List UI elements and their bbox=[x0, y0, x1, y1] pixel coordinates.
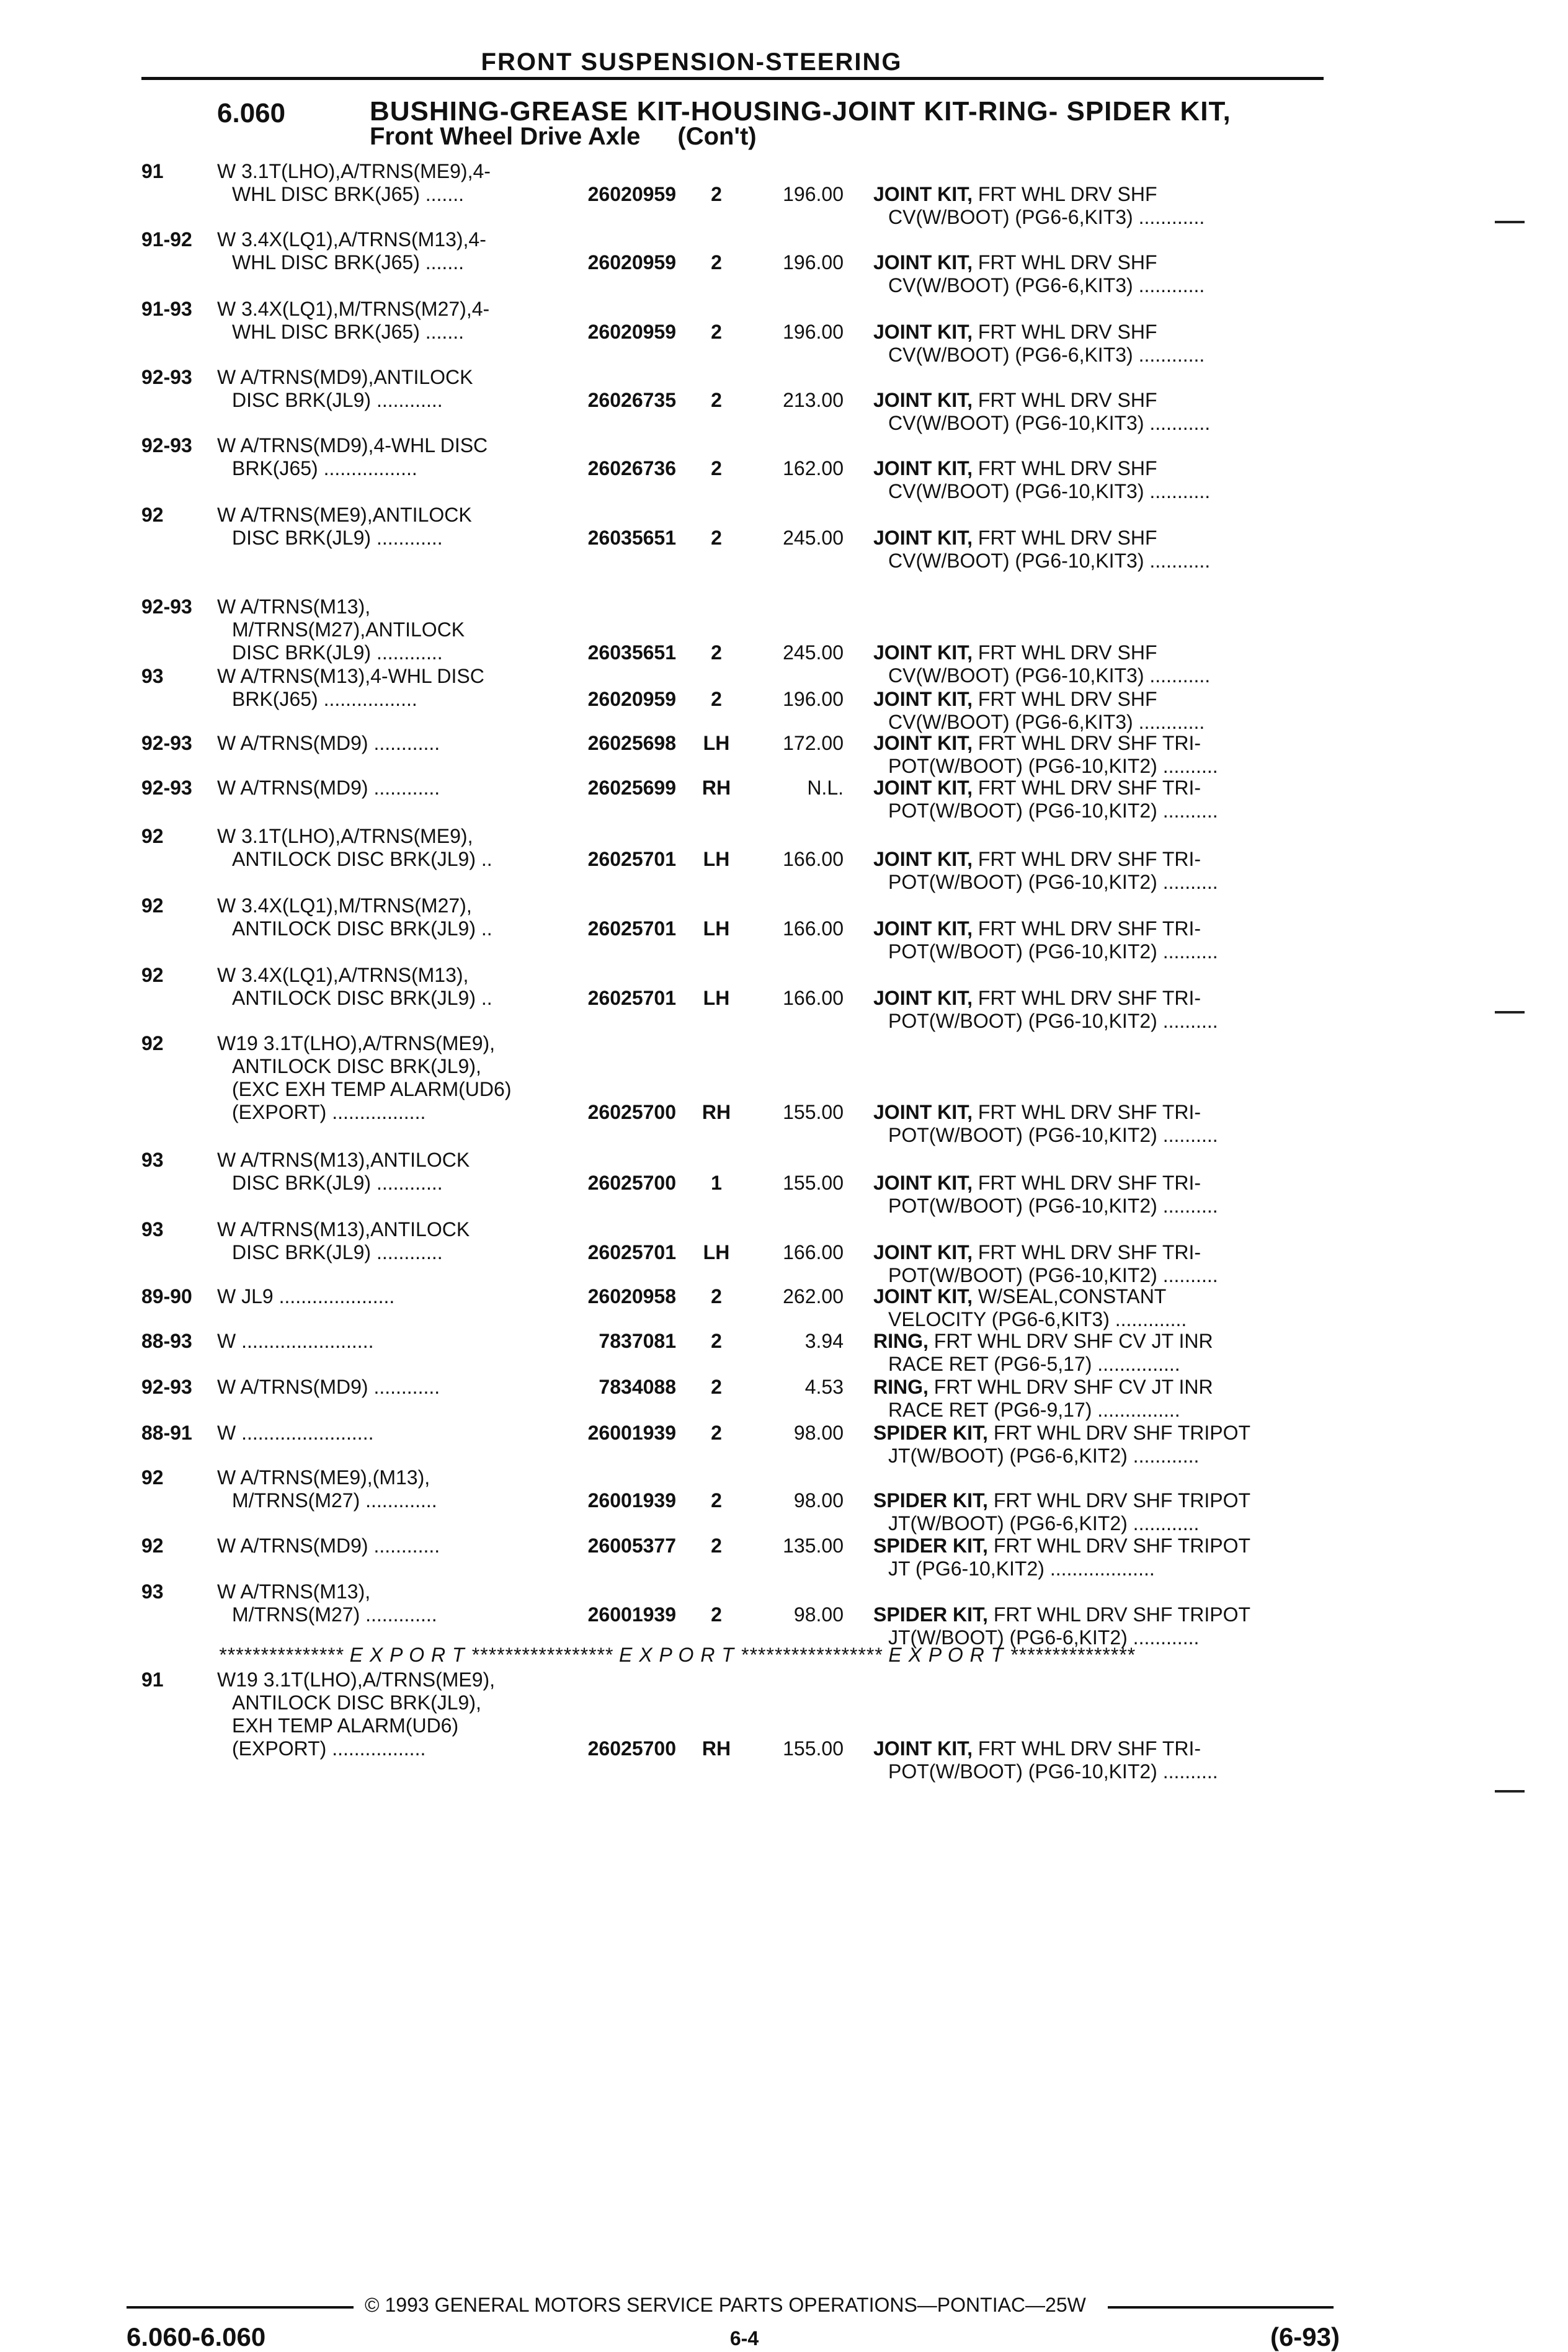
part-number: 26001939 bbox=[587, 1603, 676, 1626]
description: JOINT KIT, W/SEAL,CONSTANT bbox=[873, 1285, 1167, 1307]
description-name: SPIDER KIT, bbox=[873, 1535, 988, 1557]
description-cont: JT(W/BOOT) (PG6-6,KIT2) ............ bbox=[888, 1626, 1200, 1649]
price: 196.00 bbox=[783, 183, 844, 205]
price: 166.00 bbox=[783, 1241, 844, 1263]
description-cont: RACE RET (PG6-9,17) ............... bbox=[888, 1399, 1180, 1421]
year-range: 92-93 bbox=[141, 366, 192, 388]
year-range: 92-93 bbox=[141, 732, 192, 754]
description-name: RING, bbox=[873, 1376, 929, 1398]
quantity: 2 bbox=[711, 251, 722, 274]
part-number: 26005377 bbox=[587, 1535, 676, 1557]
year-range: 88-91 bbox=[141, 1422, 192, 1444]
description-cont: JT(W/BOOT) (PG6-6,KIT2) ............ bbox=[888, 1512, 1200, 1535]
application-cont: (EXC EXH TEMP ALARM(UD6) bbox=[232, 1078, 512, 1100]
application-cont: (EXPORT) ................. bbox=[232, 1101, 426, 1123]
quantity: RH bbox=[702, 777, 731, 799]
description-name: JOINT KIT, bbox=[873, 1285, 973, 1307]
application-cont: ANTILOCK DISC BRK(JL9) .. bbox=[232, 848, 492, 870]
year-range: 92-93 bbox=[141, 777, 192, 799]
description-cont: CV(W/BOOT) (PG6-10,KIT3) ........... bbox=[888, 480, 1211, 502]
application-cont: M/TRNS(M27),ANTILOCK bbox=[232, 618, 465, 641]
description-name: JOINT KIT, bbox=[873, 183, 973, 205]
year-range: 93 bbox=[141, 1580, 164, 1603]
table-row bbox=[0, 1580, 1568, 1649]
year-range: 93 bbox=[141, 1218, 164, 1241]
quantity: RH bbox=[702, 1737, 731, 1760]
price: 196.00 bbox=[783, 321, 844, 343]
export-divider: *************** E X P O R T ***************** E X P O R T ***************** E X P O R T *************** bbox=[218, 1644, 1135, 1666]
part-number: 26025700 bbox=[587, 1101, 676, 1123]
description: JOINT KIT, FRT WHL DRV SHF bbox=[873, 457, 1157, 479]
year-range: 93 bbox=[141, 665, 164, 687]
application: W A/TRNS(MD9),ANTILOCK bbox=[217, 366, 473, 388]
application: W ........................ bbox=[217, 1330, 374, 1352]
application-cont: BRK(J65) ................. bbox=[232, 688, 417, 710]
application: W A/TRNS(M13), bbox=[217, 595, 371, 618]
year-range: 92 bbox=[141, 1466, 164, 1489]
description: JOINT KIT, FRT WHL DRV SHF TRI- bbox=[873, 1172, 1201, 1194]
description-name: JOINT KIT, bbox=[873, 1172, 973, 1194]
description-name: JOINT KIT, bbox=[873, 457, 973, 479]
table-row bbox=[0, 160, 1568, 228]
year-range: 93 bbox=[141, 1149, 164, 1171]
description-cont: JT (PG6-10,KIT2) ................... bbox=[888, 1557, 1155, 1580]
part-number: 26035651 bbox=[587, 641, 676, 664]
section-continued: (Con't) bbox=[677, 123, 757, 150]
description-cont: POT(W/BOOT) (PG6-10,KIT2) .......... bbox=[888, 1124, 1218, 1146]
year-range: 92 bbox=[141, 1535, 164, 1557]
application-cont: WHL DISC BRK(J65) ....... bbox=[232, 251, 464, 274]
application-cont: DISC BRK(JL9) ............ bbox=[232, 527, 443, 549]
part-number: 7837081 bbox=[599, 1330, 676, 1352]
table-row bbox=[0, 504, 1568, 572]
part-number: 26025700 bbox=[587, 1172, 676, 1194]
year-range: 91-93 bbox=[141, 298, 192, 320]
year-range: 92-93 bbox=[141, 595, 192, 618]
description: JOINT KIT, FRT WHL DRV SHF TRI- bbox=[873, 1101, 1201, 1123]
quantity: LH bbox=[703, 1241, 730, 1263]
description-cont: POT(W/BOOT) (PG6-10,KIT2) .......... bbox=[888, 755, 1218, 777]
description: JOINT KIT, FRT WHL DRV SHF TRI- bbox=[873, 732, 1201, 754]
footer-copyright: © 1993 GENERAL MOTORS SERVICE PARTS OPERATIONS—PONTIAC—25W bbox=[365, 2294, 1086, 2316]
application-cont: M/TRNS(M27) ............. bbox=[232, 1603, 437, 1626]
application: W 3.4X(LQ1),M/TRNS(M27), bbox=[217, 894, 472, 917]
description: JOINT KIT, FRT WHL DRV SHF TRI- bbox=[873, 1241, 1201, 1263]
application: W A/TRNS(M13), bbox=[217, 1580, 371, 1603]
part-number: 26020959 bbox=[587, 688, 676, 710]
description-name: JOINT KIT, bbox=[873, 987, 973, 1009]
description-name: RING, bbox=[873, 1330, 929, 1352]
table-row bbox=[0, 665, 1568, 733]
quantity: LH bbox=[703, 848, 730, 870]
year-range: 92-93 bbox=[141, 1376, 192, 1398]
price: 155.00 bbox=[783, 1172, 844, 1194]
description-name: JOINT KIT, bbox=[873, 527, 973, 549]
application-cont: WHL DISC BRK(J65) ....... bbox=[232, 321, 464, 343]
description: SPIDER KIT, FRT WHL DRV SHF TRIPOT bbox=[873, 1603, 1251, 1626]
application-cont: ANTILOCK DISC BRK(JL9), bbox=[232, 1691, 481, 1714]
application: W 3.1T(LHO),A/TRNS(ME9), bbox=[217, 825, 473, 847]
description-cont: VELOCITY (PG6-6,KIT3) ............. bbox=[888, 1308, 1187, 1330]
year-range: 92 bbox=[141, 964, 164, 986]
description-name: JOINT KIT, bbox=[873, 1737, 973, 1760]
description-cont: POT(W/BOOT) (PG6-10,KIT2) .......... bbox=[888, 940, 1218, 963]
description: JOINT KIT, FRT WHL DRV SHF TRI- bbox=[873, 987, 1201, 1009]
section-title: BUSHING-GREASE KIT-HOUSING-JOINT KIT-RING- SPIDER KIT, bbox=[370, 96, 1231, 127]
part-number: 7834088 bbox=[599, 1376, 676, 1398]
description: SPIDER KIT, FRT WHL DRV SHF TRIPOT bbox=[873, 1422, 1251, 1444]
price: 98.00 bbox=[793, 1422, 844, 1444]
quantity: 2 bbox=[711, 457, 722, 479]
margin-mark bbox=[1495, 1011, 1525, 1013]
table-row bbox=[0, 1466, 1568, 1535]
year-range: 92 bbox=[141, 825, 164, 847]
application-cont: ANTILOCK DISC BRK(JL9) .. bbox=[232, 917, 492, 940]
description-name: SPIDER KIT, bbox=[873, 1489, 988, 1512]
description-cont: CV(W/BOOT) (PG6-10,KIT3) ........... bbox=[888, 664, 1211, 687]
table-row bbox=[0, 1149, 1568, 1217]
price: 3.94 bbox=[804, 1330, 844, 1352]
year-range: 92 bbox=[141, 504, 164, 526]
description: RING, FRT WHL DRV SHF CV JT INR bbox=[873, 1376, 1213, 1398]
description-cont: CV(W/BOOT) (PG6-6,KIT3) ............ bbox=[888, 206, 1205, 228]
price: 155.00 bbox=[783, 1737, 844, 1760]
part-number: 26025701 bbox=[587, 987, 676, 1009]
margin-mark bbox=[1495, 221, 1525, 223]
footer-date: (6-93) bbox=[1270, 2322, 1340, 2351]
table-row bbox=[0, 1032, 1568, 1146]
margin-mark bbox=[1495, 1790, 1525, 1793]
application: W 3.1T(LHO),A/TRNS(ME9),4- bbox=[217, 160, 491, 182]
price: 196.00 bbox=[783, 688, 844, 710]
application: W A/TRNS(ME9),ANTILOCK bbox=[217, 504, 472, 526]
application: W A/TRNS(M13),ANTILOCK bbox=[217, 1149, 470, 1171]
description-name: SPIDER KIT, bbox=[873, 1603, 988, 1626]
description-cont: CV(W/BOOT) (PG6-6,KIT3) ............ bbox=[888, 711, 1205, 733]
application: W19 3.1T(LHO),A/TRNS(ME9), bbox=[217, 1032, 496, 1054]
table-row bbox=[0, 1218, 1568, 1286]
application-cont: DISC BRK(JL9) ............ bbox=[232, 641, 443, 664]
price: 166.00 bbox=[783, 848, 844, 870]
quantity: 2 bbox=[711, 1535, 722, 1557]
description-name: SPIDER KIT, bbox=[873, 1422, 988, 1444]
table-row bbox=[0, 228, 1568, 296]
price: 213.00 bbox=[783, 389, 844, 411]
part-number: 26025701 bbox=[587, 1241, 676, 1263]
export-table-row bbox=[0, 1668, 1568, 1783]
page-number: 6-4 bbox=[729, 2327, 759, 2350]
table-row bbox=[0, 366, 1568, 434]
application: W A/TRNS(MD9) ............ bbox=[217, 1535, 440, 1557]
description-cont: POT(W/BOOT) (PG6-10,KIT2) .......... bbox=[888, 800, 1218, 822]
part-number: 26001939 bbox=[587, 1489, 676, 1512]
year-range: 91 bbox=[141, 160, 164, 182]
footer-section-range: 6.060-6.060 bbox=[127, 2322, 266, 2351]
application-cont: DISC BRK(JL9) ............ bbox=[232, 1241, 443, 1263]
section-subtitle-text: Front Wheel Drive Axle bbox=[370, 123, 641, 150]
description-name: JOINT KIT, bbox=[873, 389, 973, 411]
description-cont: CV(W/BOOT) (PG6-6,KIT3) ............ bbox=[888, 344, 1205, 366]
table-row bbox=[0, 894, 1568, 963]
description-cont: POT(W/BOOT) (PG6-10,KIT2) .......... bbox=[888, 1760, 1218, 1783]
description-cont: CV(W/BOOT) (PG6-10,KIT3) ........... bbox=[888, 550, 1211, 572]
description-name: JOINT KIT, bbox=[873, 732, 973, 754]
part-number: 26025699 bbox=[587, 777, 676, 799]
price: N.L. bbox=[807, 777, 844, 799]
application: W A/TRNS(MD9) ............ bbox=[217, 732, 440, 754]
description-name: JOINT KIT, bbox=[873, 641, 973, 664]
application-cont: (EXPORT) ................. bbox=[232, 1737, 426, 1760]
part-number: 26020958 bbox=[587, 1285, 676, 1307]
year-range: 88-93 bbox=[141, 1330, 192, 1352]
quantity: 2 bbox=[711, 1489, 722, 1512]
quantity: LH bbox=[703, 732, 730, 754]
description-cont: POT(W/BOOT) (PG6-10,KIT2) .......... bbox=[888, 1010, 1218, 1032]
price: 196.00 bbox=[783, 251, 844, 274]
description-cont: POT(W/BOOT) (PG6-10,KIT2) .......... bbox=[888, 871, 1218, 893]
description: JOINT KIT, FRT WHL DRV SHF TRI- bbox=[873, 917, 1201, 940]
description: JOINT KIT, FRT WHL DRV SHF bbox=[873, 251, 1157, 274]
application: W19 3.1T(LHO),A/TRNS(ME9), bbox=[217, 1668, 496, 1691]
quantity: 2 bbox=[711, 1603, 722, 1626]
application: W ........................ bbox=[217, 1422, 374, 1444]
table-row bbox=[0, 298, 1568, 366]
application-cont: ANTILOCK DISC BRK(JL9), bbox=[232, 1055, 481, 1077]
part-number: 26001939 bbox=[587, 1422, 676, 1444]
description-name: JOINT KIT, bbox=[873, 1241, 973, 1263]
application-cont: WHL DISC BRK(J65) ....... bbox=[232, 183, 464, 205]
description: JOINT KIT, FRT WHL DRV SHF bbox=[873, 389, 1157, 411]
quantity: 2 bbox=[711, 183, 722, 205]
price: 162.00 bbox=[783, 457, 844, 479]
quantity: 2 bbox=[711, 1285, 722, 1307]
description: JOINT KIT, FRT WHL DRV SHF TRI- bbox=[873, 1737, 1201, 1760]
quantity: 2 bbox=[711, 389, 722, 411]
description: JOINT KIT, FRT WHL DRV SHF bbox=[873, 641, 1157, 664]
description: SPIDER KIT, FRT WHL DRV SHF TRIPOT bbox=[873, 1489, 1251, 1512]
part-number: 26025700 bbox=[587, 1737, 676, 1760]
application: W A/TRNS(M13),4-WHL DISC bbox=[217, 665, 484, 687]
section-number: 6.060 bbox=[217, 98, 286, 128]
table-row bbox=[0, 825, 1568, 893]
application-cont: DISC BRK(JL9) ............ bbox=[232, 389, 443, 411]
application: W A/TRNS(MD9) ............ bbox=[217, 1376, 440, 1398]
quantity: 2 bbox=[711, 1376, 722, 1398]
quantity: 2 bbox=[711, 527, 722, 549]
part-number: 26025698 bbox=[587, 732, 676, 754]
quantity: RH bbox=[702, 1101, 731, 1123]
price: 172.00 bbox=[783, 732, 844, 754]
application-cont: BRK(J65) ................. bbox=[232, 457, 417, 479]
description-name: JOINT KIT, bbox=[873, 917, 973, 940]
description: JOINT KIT, FRT WHL DRV SHF bbox=[873, 527, 1157, 549]
year-range: 89-90 bbox=[141, 1285, 192, 1307]
year-range: 92 bbox=[141, 894, 164, 917]
part-number: 26026735 bbox=[587, 389, 676, 411]
part-number: 26020959 bbox=[587, 251, 676, 274]
page-title: FRONT SUSPENSION-STEERING bbox=[481, 48, 902, 76]
price: 245.00 bbox=[783, 641, 844, 664]
description-cont: POT(W/BOOT) (PG6-10,KIT2) .......... bbox=[888, 1264, 1218, 1286]
quantity: 2 bbox=[711, 321, 722, 343]
table-row bbox=[0, 434, 1568, 502]
price: 245.00 bbox=[783, 527, 844, 549]
year-range: 92-93 bbox=[141, 434, 192, 457]
footer-rule bbox=[127, 2306, 354, 2309]
price: 135.00 bbox=[783, 1535, 844, 1557]
price: 166.00 bbox=[783, 917, 844, 940]
quantity: 2 bbox=[711, 1422, 722, 1444]
description-cont: CV(W/BOOT) (PG6-6,KIT3) ............ bbox=[888, 274, 1205, 296]
part-number: 26020959 bbox=[587, 321, 676, 343]
application-cont: ANTILOCK DISC BRK(JL9) .. bbox=[232, 987, 492, 1009]
year-range: 92 bbox=[141, 1032, 164, 1054]
quantity: LH bbox=[703, 917, 730, 940]
description: JOINT KIT, FRT WHL DRV SHF bbox=[873, 688, 1157, 710]
description-cont: POT(W/BOOT) (PG6-10,KIT2) .......... bbox=[888, 1195, 1218, 1217]
description-name: JOINT KIT, bbox=[873, 777, 973, 799]
price: 155.00 bbox=[783, 1101, 844, 1123]
description: JOINT KIT, FRT WHL DRV SHF TRI- bbox=[873, 777, 1201, 799]
application: W JL9 ..................... bbox=[217, 1285, 395, 1307]
description-name: JOINT KIT, bbox=[873, 1101, 973, 1123]
application: W 3.4X(LQ1),A/TRNS(M13),4- bbox=[217, 228, 486, 251]
description: SPIDER KIT, FRT WHL DRV SHF TRIPOT bbox=[873, 1535, 1251, 1557]
part-number: 26020959 bbox=[587, 183, 676, 205]
application: W A/TRNS(ME9),(M13), bbox=[217, 1466, 430, 1489]
price: 98.00 bbox=[793, 1603, 844, 1626]
part-number: 26035651 bbox=[587, 527, 676, 549]
application: W 3.4X(LQ1),M/TRNS(M27),4- bbox=[217, 298, 490, 320]
quantity: 1 bbox=[711, 1172, 722, 1194]
year-range: 91 bbox=[141, 1668, 164, 1691]
price: 98.00 bbox=[793, 1489, 844, 1512]
description: RING, FRT WHL DRV SHF CV JT INR bbox=[873, 1330, 1213, 1352]
description-name: JOINT KIT, bbox=[873, 251, 973, 274]
application: W 3.4X(LQ1),A/TRNS(M13), bbox=[217, 964, 469, 986]
description-cont: JT(W/BOOT) (PG6-6,KIT2) ............ bbox=[888, 1445, 1200, 1467]
footer-rule bbox=[1108, 2306, 1334, 2309]
description-name: JOINT KIT, bbox=[873, 688, 973, 710]
price: 166.00 bbox=[783, 987, 844, 1009]
year-range: 91-92 bbox=[141, 228, 192, 251]
quantity: LH bbox=[703, 987, 730, 1009]
description: JOINT KIT, FRT WHL DRV SHF TRI- bbox=[873, 848, 1201, 870]
quantity: 2 bbox=[711, 688, 722, 710]
application: W A/TRNS(MD9) ............ bbox=[217, 777, 440, 799]
application: W A/TRNS(M13),ANTILOCK bbox=[217, 1218, 470, 1241]
part-number: 26025701 bbox=[587, 848, 676, 870]
description-name: JOINT KIT, bbox=[873, 321, 973, 343]
price: 262.00 bbox=[783, 1285, 844, 1307]
application-cont: DISC BRK(JL9) ............ bbox=[232, 1172, 443, 1194]
description-cont: CV(W/BOOT) (PG6-10,KIT3) ........... bbox=[888, 412, 1211, 434]
quantity: 2 bbox=[711, 641, 722, 664]
part-number: 26026736 bbox=[587, 457, 676, 479]
description: JOINT KIT, FRT WHL DRV SHF bbox=[873, 183, 1157, 205]
application: W A/TRNS(MD9),4-WHL DISC bbox=[217, 434, 488, 457]
description-cont: RACE RET (PG6-5,17) ............... bbox=[888, 1353, 1180, 1375]
application-cont: M/TRNS(M27) ............. bbox=[232, 1489, 437, 1512]
application-cont: EXH TEMP ALARM(UD6) bbox=[232, 1714, 459, 1737]
part-number: 26025701 bbox=[587, 917, 676, 940]
description: JOINT KIT, FRT WHL DRV SHF bbox=[873, 321, 1157, 343]
quantity: 2 bbox=[711, 1330, 722, 1352]
price: 4.53 bbox=[804, 1376, 844, 1398]
table-row bbox=[0, 964, 1568, 1032]
description-name: JOINT KIT, bbox=[873, 848, 973, 870]
